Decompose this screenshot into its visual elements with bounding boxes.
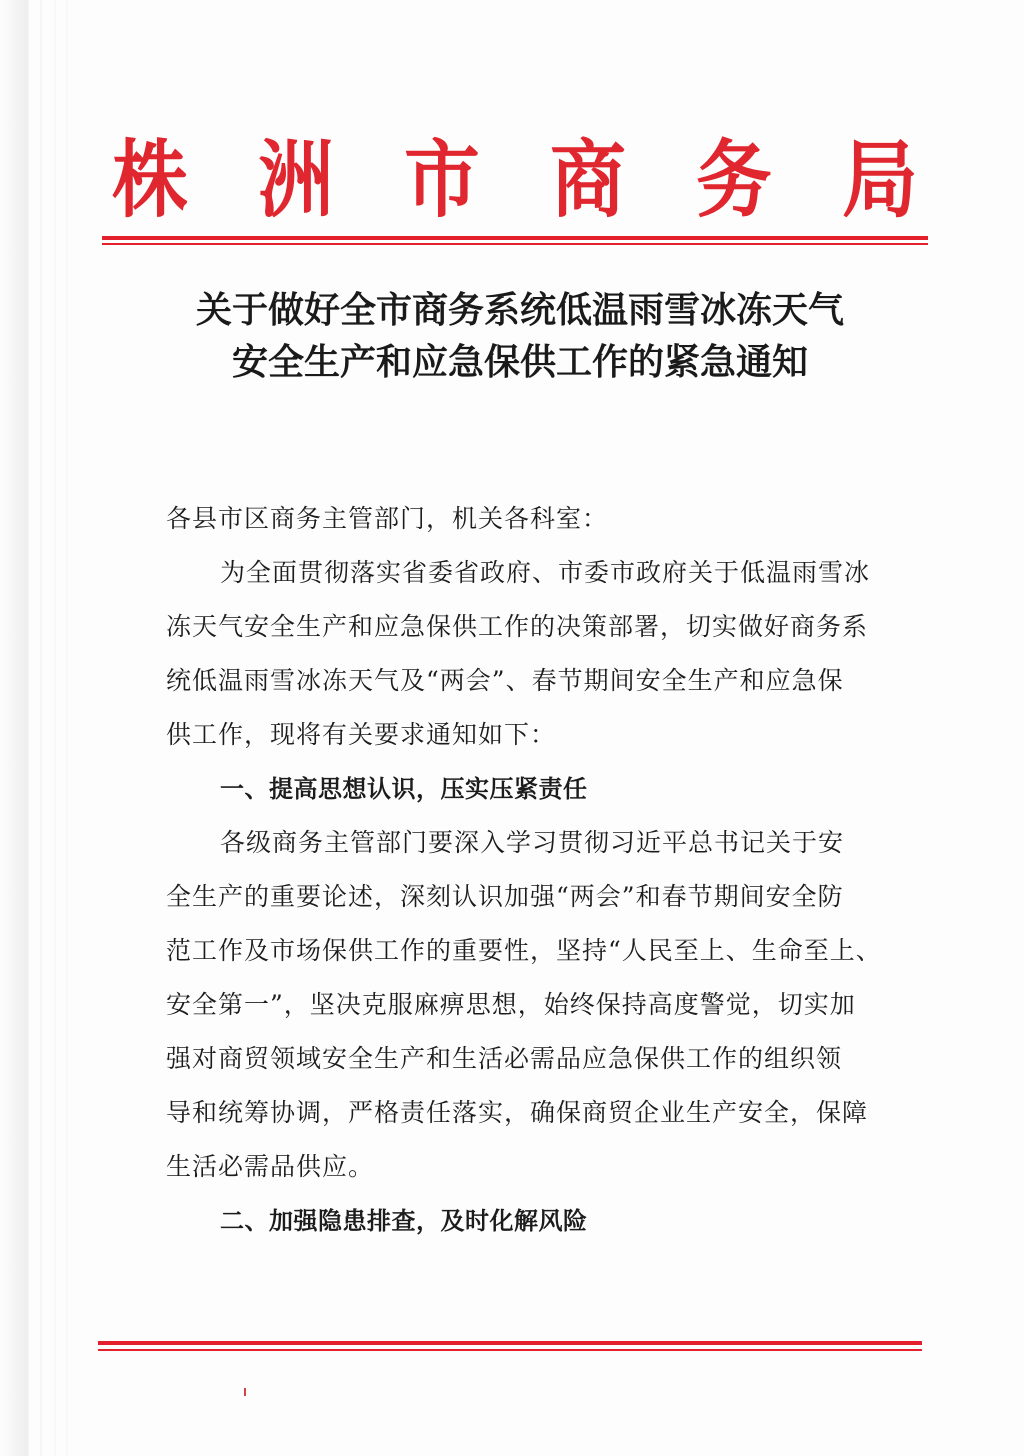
section-1-line: 导和统筹协调，严格责任落实，确保商贸企业生产安全，保障 xyxy=(166,1098,869,1127)
intro-line: 统低温雨雪冰冻天气及“两会”、春节期间安全生产和应急保 xyxy=(166,666,844,695)
document-title-line-2: 安全生产和应急保供工作的紧急通知 xyxy=(231,341,808,383)
section-1-line: 生活必需品供应。 xyxy=(166,1152,375,1181)
header-char: 市 xyxy=(404,130,480,229)
footer-red-rule-thick xyxy=(98,1341,922,1345)
section-1-line: 范工作及市场保供工作的重要性，坚持“人民至上、生命至上、 xyxy=(166,936,882,965)
section-1-line: 强对商贸领域安全生产和生活必需品应急保供工作的组织领 xyxy=(166,1044,843,1073)
intro-line: 冻天气安全生产和应急保供工作的决策部署，切实做好商务系 xyxy=(166,612,869,641)
document-title xyxy=(120,284,920,388)
intro-line: 为全面贯彻落实省委省政府、市委市政府关于低温雨雪冰 xyxy=(220,558,871,587)
salutation: 各县市区商务主管部门，机关各科室： xyxy=(166,504,609,533)
section-1-heading: 一、提高思想认识，压实压紧责任 xyxy=(220,775,588,803)
issuing-authority-header xyxy=(100,128,930,232)
header-char: 洲 xyxy=(258,130,334,229)
section-2-heading: 二、加强隐患排查，及时化解风险 xyxy=(220,1207,588,1235)
scan-edge-lines xyxy=(0,0,90,1456)
section-1-line: 安全第一”，坚决克服麻痹思想，始终保持高度警觉，切实加 xyxy=(166,990,856,1019)
header-char: 务 xyxy=(696,130,772,229)
header-char: 局 xyxy=(842,130,918,229)
header-red-rule-thick xyxy=(102,236,928,240)
section-1-line: 各级商务主管部门要深入学习贯彻习近平总书记关于安 xyxy=(220,828,845,857)
header-red-rule-thin xyxy=(102,243,928,245)
footer-red-rule-thin xyxy=(98,1349,922,1351)
intro-line: 供工作，现将有关要求通知如下： xyxy=(166,720,557,749)
section-1-line: 全生产的重要论述，深刻认识加强“两会”和春节期间安全防 xyxy=(166,882,844,911)
scan-speck xyxy=(244,1388,246,1396)
document-title-line-1: 关于做好全市商务系统低温雨雪冰冻天气 xyxy=(195,289,844,331)
document-body xyxy=(166,492,880,1248)
header-char: 株 xyxy=(112,130,188,229)
header-char: 商 xyxy=(550,130,626,229)
